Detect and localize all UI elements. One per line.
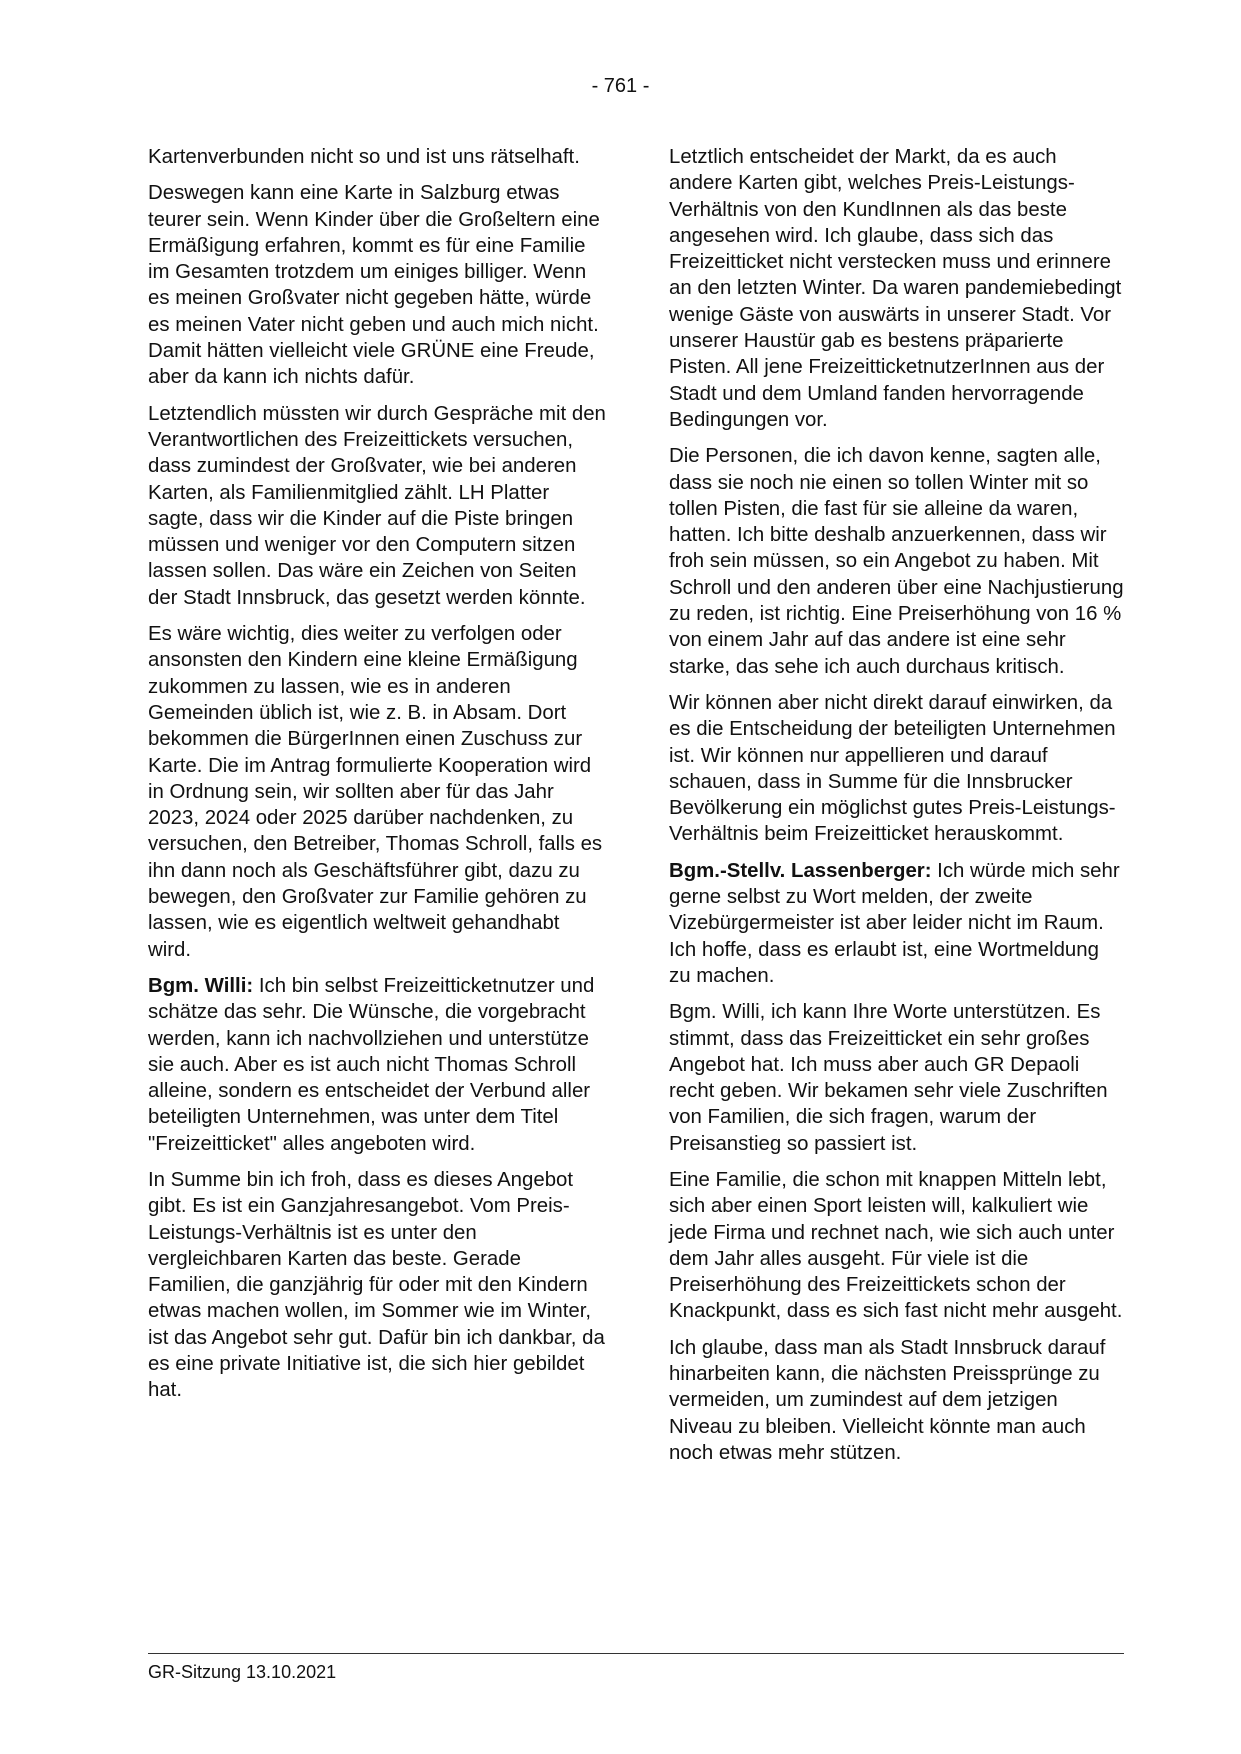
speech-text: Ich bin selbst Freizeitticketnutzer und schätze das sehr. Die Wünsche, die vorgebracht werden, kann ich nachvollziehen und unterstütze sie auch. Aber es ist auch nicht Thomas Schroll alleine, sondern es entscheidet der Verbund aller beteiligten Unternehmen, was unter dem Titel "Freizeitticket" alles angeboten wird.	[148, 974, 595, 1155]
paragraph: Wir können aber nicht direkt darauf einwirken, da es die Entscheidung der beteiligten Unternehmen ist. Wir können nur appellieren und darauf schauen, dass in Summe für die Innsbrucker Bevölkerung ein möglichst gutes Preis-Leistungs-Verhältnis beim Freizeitticket herauskommt.	[669, 691, 1116, 846]
paragraph: Ich glaube, dass man als Stadt Innsbruck darauf hinarbeiten kann, die nächsten Preissprünge zu vermeiden, um zumindest auf dem jetzigen Niveau zu bleiben. Vielleicht könnte man auch noch etwas mehr stützen.	[669, 1336, 1106, 1464]
footer-session-label: GR-Sitzung 13.10.2021	[148, 1662, 337, 1682]
left-column	[148, 144, 606, 1414]
speaker-name: Bgm. Willi:	[148, 974, 254, 997]
paragraph: Bgm. Willi, ich kann Ihre Worte unterstützen. Es stimmt, dass das Freizeitticket ein sehr großes Angebot hat. Ich muss aber auch GR Depaoli recht geben. Wir bekamen sehr viele Zuschriften von Familien, die sich fragen, warum der Preisanstieg so passiert ist.	[669, 1001, 1108, 1155]
speaker-name: Bgm.-Stellv. Lassenberger:	[669, 859, 932, 882]
speech-paragraph	[148, 973, 606, 1157]
right-column	[669, 144, 1125, 1476]
paragraph: Es wäre wichtig, dies weiter zu verfolgen oder ansonsten den Kindern eine kleine Ermäßigung zukommen zu lassen, wie es in anderen Gemeinden üblich ist, wie z. B. in Absam. Dort bekommen die BürgerInnen einen Zuschuss zur Karte. Die im Antrag formulierte Kooperation wird in Ordnung sein, wir sollten aber für das Jahr 2023, 2024 oder 2025 darüber nachdenken, zu versuchen, den Betreiber, Thomas Schroll, falls es ihn dann noch als Geschäftsführer gibt, dazu zu bewegen, den Großvater zur Familie gehören zu lassen, wie es eigentlich weltweit gehandhabt wird.	[148, 623, 603, 961]
paragraph: Deswegen kann eine Karte in Salzburg etwas teurer sein. Wenn Kinder über die Großeltern eine Ermäßigung erfahren, kommt es für eine Familie im Gesamten trotzdem um einiges billiger. Wenn es meinen Großvater nicht gegeben hätte, würde es meinen Vater nicht geben und auch mich nicht. Damit hätten vielleicht viele GRÜNE eine Freude, aber da kann ich nichts dafür.	[148, 182, 600, 389]
paragraph: Kartenverbunden nicht so und ist uns rätselhaft.	[148, 146, 580, 168]
page-number: - 761 -	[591, 75, 650, 97]
footer-divider	[148, 1653, 1124, 1654]
paragraph: Die Personen, die ich davon kenne, sagten alle, dass sie noch nie einen so tollen Winter mit so tollen Pisten, die fast für sie alleine da waren, hatten. Ich bitte deshalb anzuerkennen, dass wir froh sein müssen, so ein Angebot zu haben. Mit Schroll und den anderen über eine Nachjustierung zu reden, ist richtig. Eine Preiserhöhung von 16 % von einem Jahr auf das andere ist eine sehr starke, das sehe ich auch durchaus kritisch.	[669, 445, 1124, 678]
speech-text: Ich würde mich sehr gerne selbst zu Wort melden, der zweite Vizebürgermeister ist aber leider nicht im Raum. Ich hoffe, dass es erlaubt ist, eine Wortmeldung zu machen.	[669, 859, 1120, 987]
speech-paragraph	[669, 858, 1125, 989]
paragraph: Letztendlich müssten wir durch Gespräche mit den Verantwortlichen des Freizeittickets versuchen, dass zumindest der Großvater, wie bei anderen Karten, als Familienmitglied zählt. LH Platter sagte, dass wir die Kinder auf die Piste bringen müssen und weniger vor den Computern sitzen lassen sollen. Das wäre ein Zeichen von Seiten der Stadt Innsbruck, das gesetzt werden könnte.	[148, 402, 606, 609]
paragraph: In Summe bin ich froh, dass es dieses Angebot gibt. Es ist ein Ganzjahresangebot. Vom Preis-Leistungs-Verhältnis ist es unter den vergleichbaren Karten das beste. Gerade Familien, die ganzjährig für oder mit den Kindern etwas machen wollen, im Sommer wie im Winter, ist das Angebot sehr gut. Dafür bin ich dankbar, da es eine private Initiative ist, die sich hier gebildet hat.	[148, 1168, 605, 1402]
paragraph: Eine Familie, die schon mit knappen Mitteln lebt, sich aber einen Sport leisten will, kalkuliert wie jede Firma und rechnet nach, wie sich auch unter dem Jahr alles ausgeht. Für viele ist die Preiserhöhung des Freizeittickets schon der Knackpunkt, dass es sich fast nicht mehr ausgeht.	[669, 1168, 1123, 1323]
paragraph: Letztlich entscheidet der Markt, da es auch andere Karten gibt, welches Preis-Leistungs-Verhältnis von den KundInnen als das beste angesehen wird. Ich glaube, dass sich das Freizeitticket nicht verstecken muss und erinnere an den letzten Winter. Da waren pandemiebedingt wenige Gäste von auswärts in unserer Stadt. Vor unserer Haustür gab es bestens präparierte Pisten. All jene FreizeitticketnutzerInnen aus der Stadt und dem Umland fanden hervorragende Bedingungen vor.	[669, 146, 1122, 431]
